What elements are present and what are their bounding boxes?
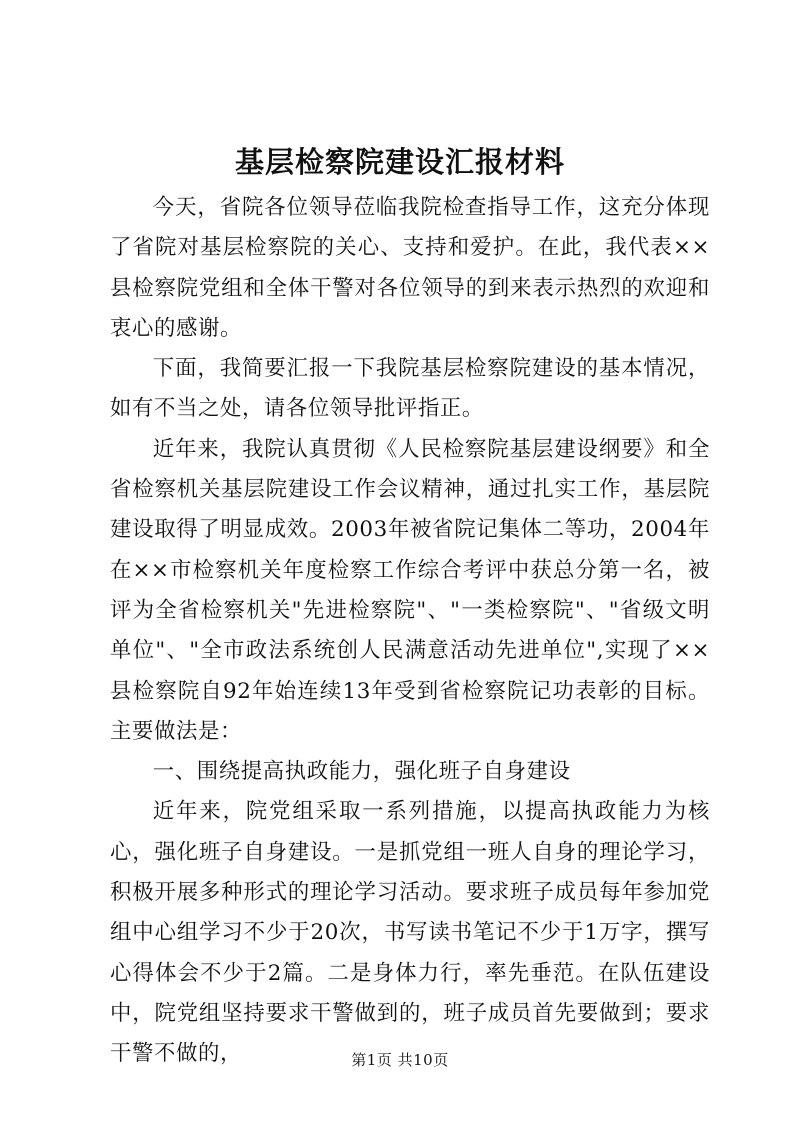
page-footer: 第1页 共10页 (351, 1051, 449, 1069)
paragraph-overview: 下面，我简要汇报一下我院基层检察院建设的基本情况，如有不当之处，请各位领导批评指正。 (110, 356, 710, 422)
paragraph-intro: 今天，省院各位领导莅临我院检查指导工作，这充分体现了省院对基层检察院的关心、支持和爱护。在此，我代表××县检察院党组和全体干警对各位领导的到来表示热烈的欢迎和衷心的感谢。 (110, 195, 710, 341)
document-title: 基层检察院建设汇报材料 (234, 145, 565, 179)
paragraph-achievements: 近年来，我院认真贯彻《人民检察院基层建设纲要》和全省检察机关基层院建设工作会议精神，通过扎实工作，基层院建设取得了明显成效。2003年被省院记集体二等功，2004年在××市检察机关年度检察工作综合考评中获总分第一名，被评为全省检察机关"先进检察院"、"一类检察院"、"省级文明单位"、"全市政法系统创人民满意活动先进单位",实现了××县检察院自92年始连续13年受到省检察院记功表彰的目标。主要做法是： (110, 436, 711, 744)
section-heading-1: 一、围绕提高执政能力，强化班子自身建设 (152, 759, 571, 785)
paragraph-section-1: 近年来，院党组采取一系列措施，以提高执政能力为核心，强化班子自身建设。一是抓党组一班人自身的理论学习，积极开展多种形式的理论学习活动。要求班子成员每年参加党组中心组学习不少于20次，书写读书笔记不少于1万字，撰写心得体会不少于2篇。二是身体力行，率先垂范。在队伍建设中，院党组坚持要求干警做到的，班子成员首先要做到；要求干警不做的， (110, 799, 710, 1067)
document-body (110, 188, 710, 1075)
